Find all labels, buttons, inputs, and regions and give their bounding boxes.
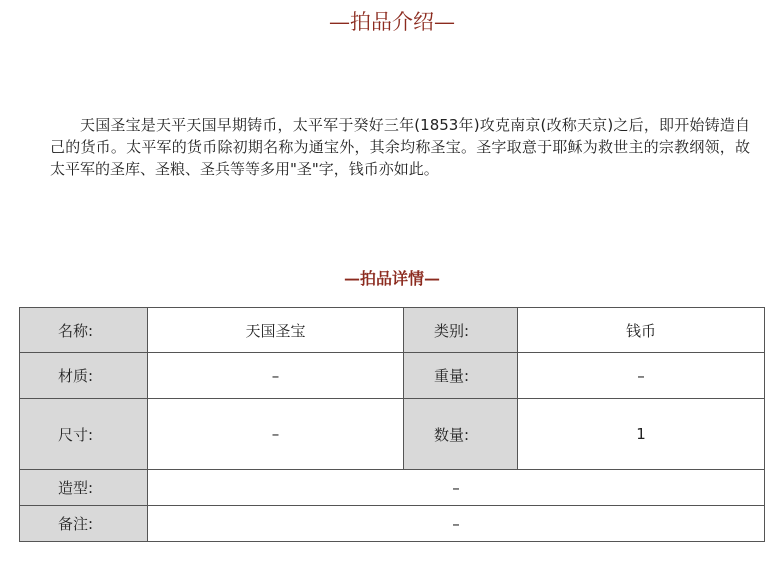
- intro-section-title: —拍品介绍—: [329, 10, 455, 34]
- material-label: 材质:: [20, 353, 148, 399]
- shape-label: 造型:: [20, 470, 148, 506]
- details-table: [19, 307, 765, 542]
- weight-value: –: [518, 353, 765, 399]
- material-value: –: [148, 353, 404, 399]
- table-row-name-category: [20, 308, 765, 353]
- quantity-value: 1: [518, 399, 765, 470]
- details-section-title: —拍品详情—: [343, 269, 440, 288]
- name-label: 名称:: [20, 308, 148, 353]
- category-value: 钱币: [518, 308, 765, 353]
- category-label: 类别:: [404, 308, 518, 353]
- table-row-remarks: [20, 506, 765, 542]
- size-label: 尺寸:: [20, 399, 148, 470]
- weight-label: 重量:: [404, 353, 518, 399]
- table-row-material-weight: [20, 353, 765, 399]
- table-row-shape: [20, 470, 765, 506]
- remarks-value: –: [148, 506, 765, 542]
- shape-value: –: [148, 470, 765, 506]
- table-row-size-quantity: [20, 399, 765, 470]
- intro-paragraph: 天国圣宝是天平天国早期铸币，太平军于癸好三年(1853年)攻克南京(改称天京)之后，即开始铸造自己的货币。太平军的货币除初期名称为通宝外，其余均称圣宝。圣字取意于耶稣为救世主的宗教纲领，故太平军的圣库、圣粮、圣兵等等多用"圣"字，钱币亦如此。: [50, 116, 750, 178]
- quantity-label: 数量:: [404, 399, 518, 470]
- remarks-label: 备注:: [20, 506, 148, 542]
- name-value: 天国圣宝: [148, 308, 404, 353]
- size-value: –: [148, 399, 404, 470]
